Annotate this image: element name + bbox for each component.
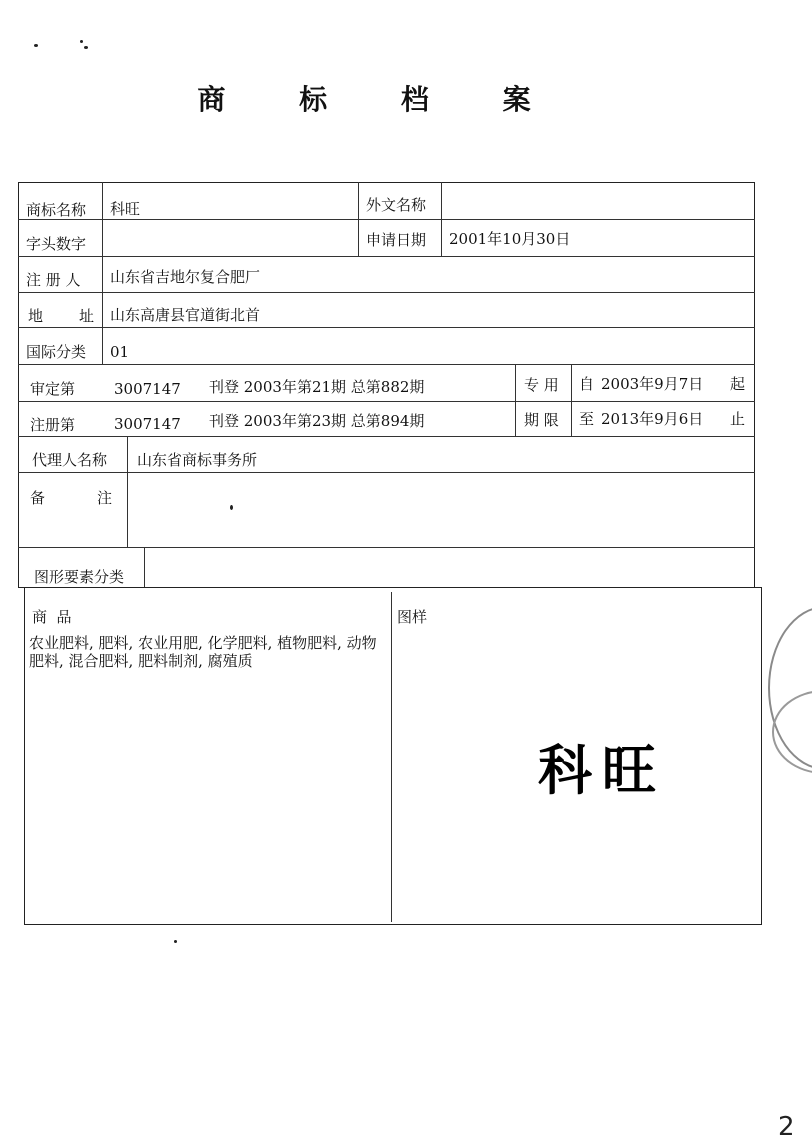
scan-speck (84, 46, 88, 49)
column-divider (358, 182, 359, 256)
address-label (28, 307, 94, 325)
column-divider (515, 364, 516, 436)
initial-digits-label: 字头数字 (26, 235, 87, 253)
trademark-name-value: 科旺 (110, 200, 141, 218)
address-value: 山东高唐县官道街北首 (110, 306, 261, 324)
row-divider (18, 256, 755, 257)
scan-speck (34, 44, 38, 47)
scan-speck (174, 940, 177, 943)
review-number: 3007147 (114, 380, 181, 398)
review-publication: 刊登 2003年第21期 总第882期 (209, 378, 425, 396)
valid-to-prefix: 至 (579, 410, 595, 428)
row-divider (18, 436, 755, 437)
foreign-name-label: 外文名称 (366, 196, 427, 214)
valid-from-suffix: 起 (730, 375, 746, 393)
review-label: 审定第 (30, 380, 76, 398)
column-divider (391, 592, 392, 922)
goods-label: 商 品 (32, 608, 72, 626)
page-title: 商 标 档 案 (197, 83, 563, 116)
goods-list: 农业肥料, 肥料, 农业用肥, 化学肥料, 植物肥料, 动物肥料, 混合肥料, 肥料制剂, 腐殖质 (29, 634, 377, 670)
valid-from-date: 2003年9月7日 (601, 375, 704, 393)
application-date-value: 2001年10月30日 (449, 230, 571, 248)
trademark-logo: 科旺 (538, 739, 666, 802)
scan-speck (80, 40, 83, 43)
specimen-label: 图样 (397, 608, 428, 626)
intl-class-label: 国际分类 (26, 343, 87, 361)
page-number: 2 (778, 1112, 795, 1142)
address-label-part: 址 (78, 307, 94, 325)
agent-label: 代理人名称 (32, 451, 108, 469)
valid-to-suffix: 止 (730, 410, 746, 428)
registrant-value: 山东省吉地尔复合肥厂 (110, 268, 261, 286)
row-divider (18, 401, 755, 402)
column-divider (441, 182, 442, 256)
registration-publication: 刊登 2003年第23期 总第894期 (209, 412, 425, 430)
registrant-label: 注 册 人 (26, 271, 81, 289)
remarks-label (30, 489, 112, 507)
intl-class-value: 01 (110, 343, 130, 361)
agent-value: 山东省商标事务所 (137, 451, 258, 469)
figure-class-label: 图形要素分类 (34, 568, 125, 586)
column-divider (571, 364, 572, 436)
row-divider (18, 472, 755, 473)
column-divider (102, 182, 103, 364)
period-label: 期 限 (524, 411, 559, 429)
application-date-label: 申请日期 (366, 231, 427, 249)
column-divider (127, 436, 128, 547)
exclusive-label: 专 用 (524, 376, 559, 394)
valid-from-prefix: 自 (579, 375, 595, 393)
row-divider (18, 364, 755, 365)
row-divider (18, 292, 755, 293)
row-divider (18, 327, 755, 328)
row-divider (18, 219, 755, 220)
registration-number: 3007147 (114, 415, 181, 433)
trademark-name-label: 商标名称 (26, 201, 87, 219)
column-divider (144, 547, 145, 588)
address-label-part: 地 (28, 307, 44, 325)
remarks-label-part: 备 (30, 489, 46, 507)
row-divider (18, 547, 755, 548)
valid-to-date: 2013年9月6日 (601, 410, 704, 428)
remarks-label-part: 注 (96, 489, 112, 507)
registration-label: 注册第 (30, 416, 76, 434)
